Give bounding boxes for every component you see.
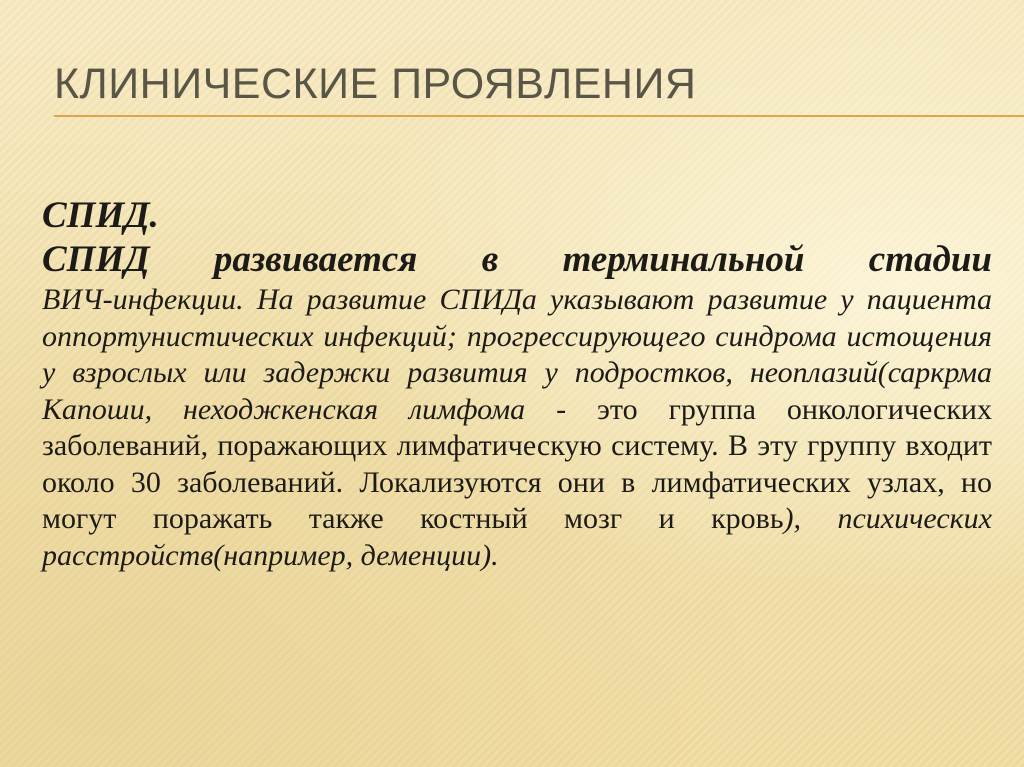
lead-sentence: СПИД развивается в терминальной стадии xyxy=(42,239,992,280)
slide-content xyxy=(42,194,992,574)
body-paragraph xyxy=(42,282,992,574)
title-divider xyxy=(54,115,1024,117)
paragraph-italic-part-2: ), психических расстройств(например, деменции). xyxy=(42,502,992,572)
section-heading: СПИД. xyxy=(42,195,159,236)
paragraph-regular-part: - это группа онкологических заболеваний, поражающих лимфатическую систему. В эту группу входит около 30 заболеваний. Локализуются они в лимфатических узлах, но могут поражать также костный мозг и кровь xyxy=(42,392,992,535)
slide-title: КЛИНИЧЕСКИЕ ПРОЯВЛЕНИЯ xyxy=(54,60,697,108)
paragraph-italic-part-1: ВИЧ-инфекции. На развитие СПИДа указывают развитие у пациента оппортунистических инфекций; прогрессирующего синдрома истощения у взрослых или задержки развития у подростков, неоплазий(саркрма Капоши, неходжкенская лимфома xyxy=(42,283,992,426)
